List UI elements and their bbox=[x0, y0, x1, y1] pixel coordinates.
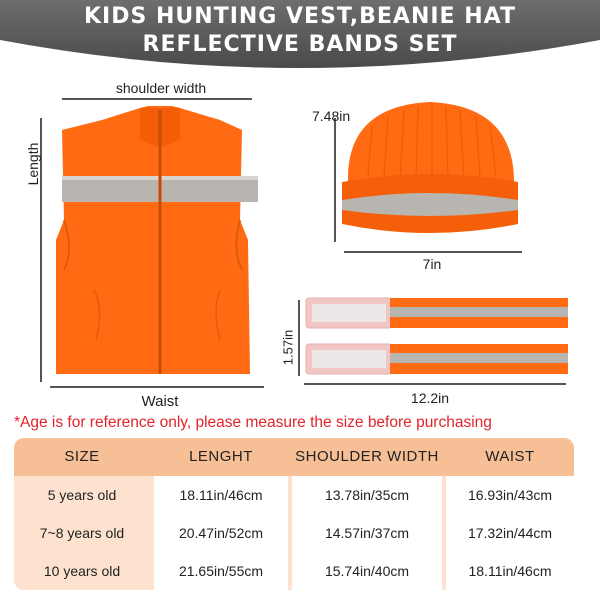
length-cell: 21.65in/55cm bbox=[154, 552, 288, 590]
length-cell: 18.11in/46cm bbox=[154, 476, 288, 514]
length-cell: 20.47in/52cm bbox=[154, 514, 288, 552]
waist-label: Waist bbox=[141, 393, 179, 410]
shoulder-cell: 15.74in/40cm bbox=[292, 552, 442, 590]
table-header-row bbox=[14, 438, 574, 476]
hat-height-label: 7.48in bbox=[312, 108, 351, 124]
hat-width-dimension-line bbox=[344, 251, 522, 253]
shoulder-width-label: shoulder width bbox=[115, 80, 207, 96]
size-chart-table bbox=[14, 438, 574, 590]
band-length-dimension-line bbox=[304, 383, 566, 385]
shoulder-dimension-line bbox=[62, 98, 252, 100]
banner-title-line1: KIDS HUNTING VEST,BEANIE HAT bbox=[84, 4, 516, 29]
hat-width-label: 7in bbox=[422, 256, 442, 272]
waist-cell: 16.93in/43cm bbox=[446, 476, 574, 514]
size-cell: 7~8 years old bbox=[39, 525, 125, 541]
table-row bbox=[14, 476, 574, 514]
header-size: SIZE bbox=[64, 448, 100, 465]
reflective-bands-illustration bbox=[304, 292, 568, 376]
shoulder-cell: 13.78in/35cm bbox=[292, 476, 442, 514]
header-waist: WAIST bbox=[485, 448, 535, 465]
size-cell: 10 years old bbox=[43, 563, 121, 579]
shoulder-cell: 14.57in/37cm bbox=[292, 514, 442, 552]
header-length: LENGHT bbox=[189, 448, 253, 465]
banner-title-line2: REFLECTIVE BANDS SET bbox=[142, 32, 458, 57]
hat-height-dimension-line bbox=[334, 118, 336, 242]
size-cell: 5 years old bbox=[47, 487, 117, 503]
vest-illustration bbox=[44, 100, 276, 384]
reflective-band-top bbox=[306, 298, 568, 328]
beanie-illustration bbox=[338, 96, 522, 246]
size-note: *Age is for reference only, please measure the size before purchasing bbox=[14, 414, 492, 431]
band-height-label: 1.57in bbox=[280, 329, 296, 366]
table-row bbox=[14, 552, 574, 590]
band-height-dimension-line bbox=[298, 300, 300, 376]
reflective-band-bottom bbox=[306, 344, 568, 374]
waist-cell: 17.32in/44cm bbox=[446, 514, 574, 552]
length-label: Length bbox=[25, 142, 41, 186]
waist-cell: 18.11in/46cm bbox=[446, 552, 574, 590]
band-length-label: 12.2in bbox=[410, 390, 450, 406]
waist-dimension-line bbox=[50, 386, 264, 388]
header-shoulder-width: SHOULDER WIDTH bbox=[295, 448, 439, 465]
table-row bbox=[14, 514, 574, 552]
